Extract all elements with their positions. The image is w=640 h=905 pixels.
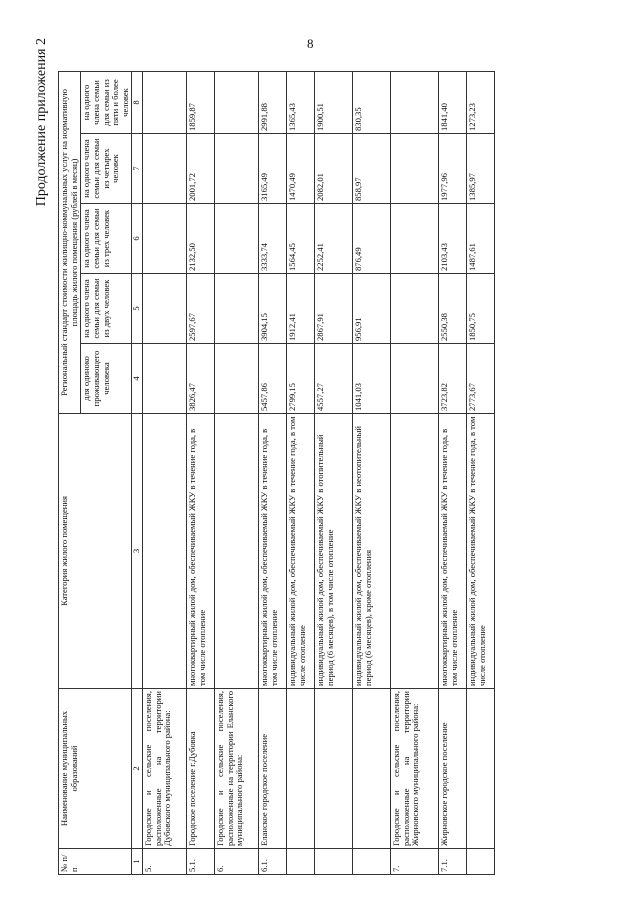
- row-name: [353, 689, 391, 849]
- header-sub-2: на одного члена семьи для семьи из двух человек: [81, 274, 132, 344]
- row-value: [391, 274, 439, 344]
- header-category: Категория жилого помещения: [59, 414, 132, 689]
- header-no: № п/п: [59, 849, 132, 875]
- index-cell: 3: [132, 414, 143, 689]
- index-cell: 6: [132, 204, 143, 274]
- row-category: многоквартирный жилой дом, обеспечиваемый ЖКУ в течение года, в том числе отопление: [259, 414, 287, 689]
- row-value: 858,97: [353, 134, 391, 204]
- row-number: 6.1.: [259, 849, 287, 875]
- row-number: [353, 849, 391, 875]
- row-number: [315, 849, 353, 875]
- row-name: [287, 689, 315, 849]
- row-value: 3333,74: [259, 204, 287, 274]
- row-number: [467, 849, 495, 875]
- row-category: индивидуальный жилой дом, обеспечиваемый ЖКУ в неотопительный период (6 месяцев), кроме отопления: [353, 414, 391, 689]
- index-cell: 1: [132, 849, 143, 875]
- header-sub-4: на одного члена семьи для семьи из четырех человек: [81, 134, 132, 204]
- row-value: 956,91: [353, 274, 391, 344]
- row-category: [215, 414, 259, 689]
- header-sub-1: для одиноко проживающего человека: [81, 344, 132, 414]
- row-name: Жирновское городское поселение: [439, 689, 467, 849]
- page-number: 8: [307, 36, 314, 51]
- table-row: [391, 72, 439, 875]
- row-number: 5.: [143, 849, 187, 875]
- row-value: 1487,61: [467, 204, 495, 274]
- header-sub-5: на одного члена семьи для семьи из пяти и более человек: [81, 72, 132, 134]
- table-row: [353, 72, 391, 875]
- row-category: [143, 414, 187, 689]
- header-name: Наименование муниципальных образований: [59, 689, 132, 849]
- row-value: [391, 134, 439, 204]
- row-value: [143, 134, 187, 204]
- row-value: [215, 204, 259, 274]
- row-category: индивидуальный жилой дом, обеспечиваемый ЖКУ в отопительный период (6 месяцев), в том числе отопление: [315, 414, 353, 689]
- row-value: [215, 72, 259, 134]
- row-name: Городские и сельские поселения, расположенные на территории Дубовского муниципального района:: [143, 689, 187, 849]
- row-value: [215, 134, 259, 204]
- rotated-page: [34, 30, 604, 875]
- table-row: [467, 72, 495, 875]
- row-value: 2773,67: [467, 344, 495, 414]
- rotated-content: [34, 30, 604, 875]
- appendix-caption: Продолжение приложения 2: [34, 38, 49, 207]
- row-value: [215, 344, 259, 414]
- index-cell: 7: [132, 134, 143, 204]
- row-value: [215, 274, 259, 344]
- row-value: [143, 72, 187, 134]
- row-number: 5.1.: [187, 849, 215, 875]
- row-number: [287, 849, 315, 875]
- row-value: 2082,01: [315, 134, 353, 204]
- table-row: [143, 72, 187, 875]
- row-value: 2252,41: [315, 204, 353, 274]
- row-value: 3826,47: [187, 344, 215, 414]
- row-category: многоквартирный жилой дом, обеспечиваемый ЖКУ в течение года, в том числе отопление: [187, 414, 215, 689]
- row-value: 1977,96: [439, 134, 467, 204]
- cost-standard-table: [58, 71, 495, 875]
- row-value: 2867,91: [315, 274, 353, 344]
- row-value: [391, 72, 439, 134]
- row-name: [315, 689, 353, 849]
- table-row: [315, 72, 353, 875]
- index-cell: 4: [132, 344, 143, 414]
- row-value: 1041,03: [353, 344, 391, 414]
- row-value: 1564,45: [287, 204, 315, 274]
- index-cell: 5: [132, 274, 143, 344]
- table-row: [439, 72, 467, 875]
- row-value: [143, 274, 187, 344]
- table-row: [259, 72, 287, 875]
- column-index-row: [132, 72, 143, 875]
- row-category: индивидуальный жилой дом, обеспечиваемый ЖКУ в течение года, в том числе отопление: [287, 414, 315, 689]
- row-number: 7.: [391, 849, 439, 875]
- row-number: 7.1.: [439, 849, 467, 875]
- row-value: 5457,86: [259, 344, 287, 414]
- row-value: 2550,38: [439, 274, 467, 344]
- header-sub-3: на одного члена семьи для семьи из трех человек: [81, 204, 132, 274]
- row-value: 830,35: [353, 72, 391, 134]
- index-cell: 8: [132, 72, 143, 134]
- row-value: 2991,88: [259, 72, 287, 134]
- row-category: индивидуальный жилой дом, обеспечиваемый ЖКУ в течение года, в том числе отопление: [467, 414, 495, 689]
- row-value: 3165,49: [259, 134, 287, 204]
- row-value: 2799,15: [287, 344, 315, 414]
- row-value: 1859,87: [187, 72, 215, 134]
- table-row: [215, 72, 259, 875]
- row-value: 1850,75: [467, 274, 495, 344]
- row-category: [391, 414, 439, 689]
- header-standard: Региональный стандарт стоимости жилищно-коммунальных услуг на нормативную площадь жилого помещения (рублей в месяц): [59, 72, 81, 414]
- row-name: Городские и сельские поселения, расположенные на территории Жирновского муниципального района:: [391, 689, 439, 849]
- row-value: [391, 204, 439, 274]
- row-value: [143, 344, 187, 414]
- table-row: [287, 72, 315, 875]
- row-value: 1273,23: [467, 72, 495, 134]
- row-category: многоквартирный жилой дом, обеспечиваемый ЖКУ в течение года, в том числе отопление: [439, 414, 467, 689]
- row-name: Еланское городское поселение: [259, 689, 287, 849]
- row-value: 3904,15: [259, 274, 287, 344]
- row-number: 6.: [215, 849, 259, 875]
- row-value: 876,49: [353, 204, 391, 274]
- row-value: 2103,43: [439, 204, 467, 274]
- table-row: [187, 72, 215, 875]
- row-name: Городское поселение г.Дубовка: [187, 689, 215, 849]
- row-value: 1900,51: [315, 72, 353, 134]
- row-value: [391, 344, 439, 414]
- row-value: 1385,97: [467, 134, 495, 204]
- row-value: 2001,72: [187, 134, 215, 204]
- row-value: 2132,50: [187, 204, 215, 274]
- row-name: Городские и сельские поселения, расположенные на территории Еланского муниципального района:: [215, 689, 259, 849]
- row-value: 1841,40: [439, 72, 467, 134]
- index-cell: 2: [132, 689, 143, 849]
- row-value: 4557,27: [315, 344, 353, 414]
- row-value: 2597,67: [187, 274, 215, 344]
- row-value: 3723,82: [439, 344, 467, 414]
- row-value: 1912,41: [287, 274, 315, 344]
- row-value: 1365,43: [287, 72, 315, 134]
- row-value: 1470,49: [287, 134, 315, 204]
- row-name: [467, 689, 495, 849]
- row-value: [143, 204, 187, 274]
